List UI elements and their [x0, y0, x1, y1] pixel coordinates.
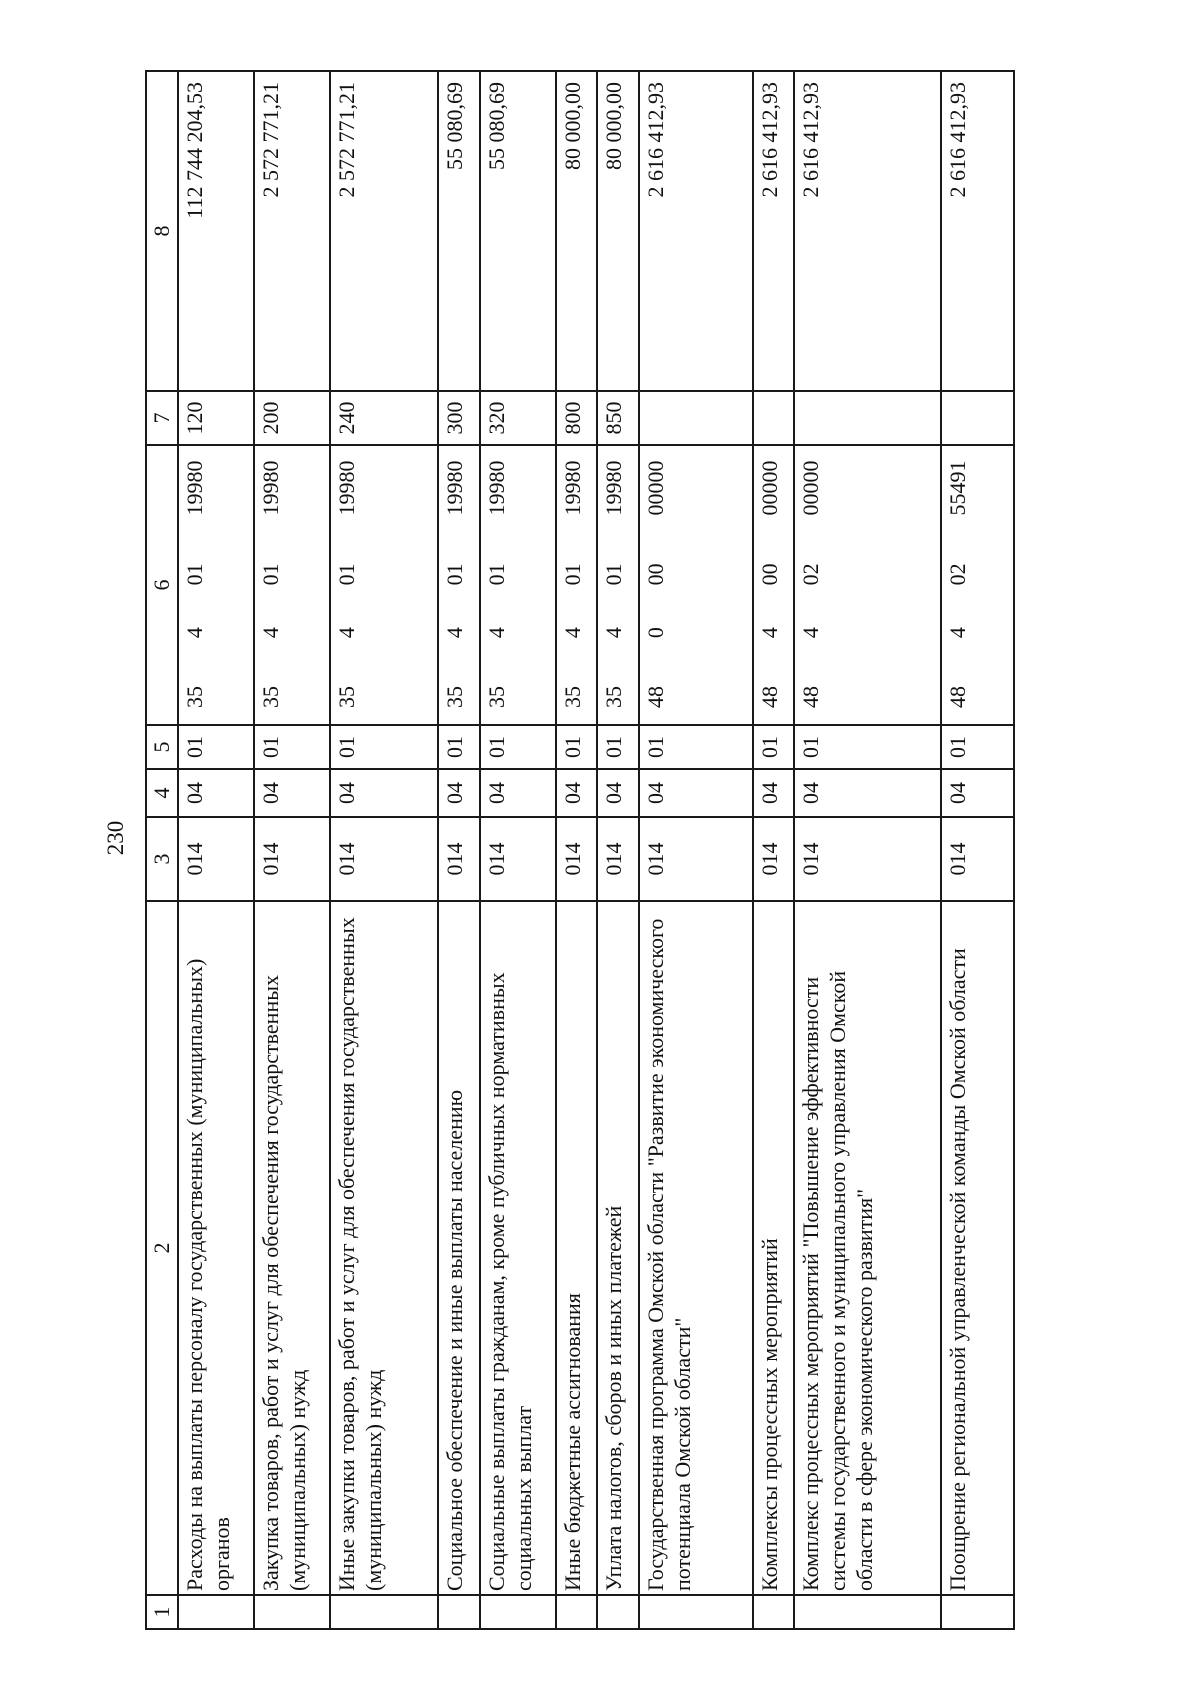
table-row [753, 71, 795, 1629]
amount-cell: 2 616 412,93 [794, 71, 940, 391]
code-cell-4: 04 [438, 769, 480, 817]
target-article-segment: 4 [483, 627, 509, 639]
target-article-segment: 01 [442, 563, 468, 586]
target-article-segment: 35 [559, 686, 585, 708]
target-article-cell [597, 445, 639, 725]
amount-cell: 80 000,00 [597, 71, 639, 391]
code-cell-3: 014 [794, 817, 940, 901]
expense-type-cell: 800 [556, 391, 598, 445]
target-article-segment: 35 [601, 686, 627, 708]
row-number-cell [178, 1595, 254, 1629]
expense-type-cell: 320 [480, 391, 556, 445]
amount-cell: 2 572 771,21 [330, 71, 439, 391]
target-article-segment: 19980 [483, 460, 509, 516]
code-cell-5: 01 [941, 725, 1014, 769]
expense-type-cell: 120 [178, 391, 254, 445]
table-row [178, 71, 254, 1629]
target-article-segments [257, 450, 284, 720]
target-article-segment: 01 [257, 563, 283, 586]
target-article-segment: 4 [601, 627, 627, 639]
target-article-segment: 4 [182, 627, 207, 639]
code-cell-5: 01 [330, 725, 439, 769]
code-cell-4: 04 [254, 769, 330, 817]
code-cell-4: 04 [330, 769, 439, 817]
target-article-cell [556, 445, 598, 725]
target-article-segment: 01 [182, 563, 207, 586]
target-article-segment: 00000 [756, 460, 782, 516]
description-cell: Государственная программа Омской области "Развитие экономического потенциала Омской области" [639, 901, 753, 1595]
table-row [597, 71, 639, 1629]
table-row [480, 71, 556, 1629]
code-cell-5: 01 [178, 725, 254, 769]
code-cell-4: 04 [597, 769, 639, 817]
table-row [330, 71, 439, 1629]
code-cell-4: 04 [480, 769, 556, 817]
target-article-segment: 00 [756, 563, 782, 586]
row-number-cell [941, 1595, 1014, 1629]
target-article-segment: 35 [257, 686, 283, 708]
col-header-4: 4 [146, 769, 178, 817]
description-cell: Иные бюджетные ассигнования [556, 901, 598, 1595]
row-number-cell [330, 1595, 439, 1629]
table-row [438, 71, 480, 1629]
target-article-segment: 48 [798, 686, 824, 708]
target-article-cell [254, 445, 330, 725]
amount-cell: 80 000,00 [556, 71, 598, 391]
description-cell: Комплексы процессных мероприятий [753, 901, 795, 1595]
target-article-segment: 00000 [642, 460, 668, 516]
target-article-segment: 55491 [944, 460, 970, 516]
target-article-cell [330, 445, 439, 725]
target-article-segment: 00 [642, 563, 668, 586]
target-article-segments [944, 450, 971, 720]
description-cell: Уплата налогов, сборов и иных платежей [597, 901, 639, 1595]
code-cell-3: 014 [639, 817, 753, 901]
column-number-row [146, 71, 178, 1629]
code-cell-4: 04 [941, 769, 1014, 817]
target-article-segment: 19980 [601, 460, 627, 516]
target-article-segments [441, 450, 468, 720]
target-article-cell [480, 445, 556, 725]
code-cell-5: 01 [597, 725, 639, 769]
expense-type-cell: 300 [438, 391, 480, 445]
code-cell-5: 01 [794, 725, 940, 769]
code-cell-5: 01 [438, 725, 480, 769]
expense-type-cell [941, 391, 1014, 445]
row-number-cell [639, 1595, 753, 1629]
target-article-segment: 35 [483, 686, 509, 708]
code-cell-4: 04 [639, 769, 753, 817]
budget-table [145, 70, 1015, 1630]
col-header-1: 1 [146, 1595, 178, 1629]
amount-cell: 2 572 771,21 [254, 71, 330, 391]
code-cell-5: 01 [556, 725, 598, 769]
col-header-3: 3 [146, 817, 178, 901]
target-article-segment: 02 [798, 563, 824, 586]
description-cell: Расходы на выплаты персоналу государственных (муниципальных) органов [178, 901, 254, 1595]
amount-cell: 55 080,69 [480, 71, 556, 391]
row-number-cell [794, 1595, 940, 1629]
target-article-segment: 00000 [798, 460, 824, 516]
target-article-segment: 4 [559, 627, 585, 639]
target-article-segment: 35 [182, 686, 207, 708]
target-article-segment: 01 [333, 563, 359, 586]
col-header-6: 6 [146, 445, 178, 725]
target-article-segment: 01 [559, 563, 585, 586]
code-cell-3: 014 [556, 817, 598, 901]
target-article-segment: 48 [944, 686, 970, 708]
expense-type-cell [794, 391, 940, 445]
target-article-segment: 48 [756, 686, 782, 708]
amount-cell: 2 616 412,93 [753, 71, 795, 391]
target-article-segment: 35 [333, 686, 359, 708]
table-row [639, 71, 753, 1629]
target-article-segment: 19980 [559, 460, 585, 516]
col-header-8: 8 [146, 71, 178, 391]
code-cell-3: 014 [753, 817, 795, 901]
code-cell-3: 014 [178, 817, 254, 901]
expense-type-cell [639, 391, 753, 445]
amount-cell: 2 616 412,93 [639, 71, 753, 391]
description-cell: Закупка товаров, работ и услуг для обеспечения государственных (муниципальных) нужд [254, 901, 330, 1595]
target-article-segment: 0 [642, 627, 668, 639]
row-number-cell [597, 1595, 639, 1629]
row-number-cell [753, 1595, 795, 1629]
target-article-segments [559, 450, 586, 720]
code-cell-3: 014 [597, 817, 639, 901]
target-article-segments [483, 450, 510, 720]
code-cell-5: 01 [639, 725, 753, 769]
description-cell: Поощрение региональной управленческой команды Омской области [941, 901, 1014, 1595]
code-cell-3: 014 [254, 817, 330, 901]
row-number-cell [556, 1595, 598, 1629]
target-article-cell [794, 445, 940, 725]
row-number-cell [438, 1595, 480, 1629]
expense-type-cell [753, 391, 795, 445]
description-cell: Иные закупки товаров, работ и услуг для обеспечения государственных (муниципальных) нужд [330, 901, 439, 1595]
target-article-cell [178, 445, 254, 725]
target-article-segments [756, 450, 783, 720]
page-number: 230 [103, 820, 128, 856]
target-article-segment: 4 [798, 627, 824, 639]
row-number-cell [254, 1595, 330, 1629]
target-article-segment: 48 [642, 686, 668, 708]
rotated-table-container [145, 72, 1015, 1630]
table-body [178, 71, 1014, 1629]
target-article-segments [642, 450, 669, 720]
target-article-segment: 4 [333, 627, 359, 639]
table-row [941, 71, 1014, 1629]
target-article-segment: 19980 [442, 460, 468, 516]
col-header-7: 7 [146, 391, 178, 445]
code-cell-4: 04 [556, 769, 598, 817]
table-row [254, 71, 330, 1629]
description-cell: Социальное обеспечение и иные выплаты населению [438, 901, 480, 1595]
code-cell-3: 014 [941, 817, 1014, 901]
target-article-segment: 35 [442, 686, 468, 708]
description-cell: Комплекс процессных мероприятий "Повышение эффективности системы государственного и муниципального управления Омской области в сфере экономического развития" [794, 901, 940, 1595]
target-article-cell [941, 445, 1014, 725]
code-cell-5: 01 [254, 725, 330, 769]
target-article-segment: 19980 [182, 460, 207, 516]
table-row [794, 71, 940, 1629]
row-number-cell [480, 1595, 556, 1629]
target-article-segment: 4 [944, 627, 970, 639]
target-article-segment: 4 [442, 627, 468, 639]
target-article-segments [797, 450, 824, 720]
code-cell-3: 014 [438, 817, 480, 901]
expense-type-cell: 200 [254, 391, 330, 445]
target-article-segments [333, 450, 360, 720]
target-article-cell [639, 445, 753, 725]
col-header-5: 5 [146, 725, 178, 769]
target-article-segment: 4 [756, 627, 782, 639]
target-article-cell [438, 445, 480, 725]
target-article-segment: 19980 [333, 460, 359, 516]
target-article-segments [181, 450, 208, 720]
code-cell-5: 01 [753, 725, 795, 769]
table-row [556, 71, 598, 1629]
code-cell-4: 04 [753, 769, 795, 817]
target-article-segment: 4 [257, 627, 283, 639]
target-article-segment: 01 [483, 563, 509, 586]
code-cell-4: 04 [794, 769, 940, 817]
target-article-cell [753, 445, 795, 725]
target-article-segments [600, 450, 627, 720]
target-article-segment: 19980 [257, 460, 283, 516]
amount-cell: 112 744 204,53 [178, 71, 254, 391]
code-cell-4: 04 [178, 769, 254, 817]
expense-type-cell: 850 [597, 391, 639, 445]
code-cell-3: 014 [330, 817, 439, 901]
description-cell: Социальные выплаты гражданам, кроме публичных нормативных социальных выплат [480, 901, 556, 1595]
amount-cell: 2 616 412,93 [941, 71, 1014, 391]
code-cell-5: 01 [480, 725, 556, 769]
expense-type-cell: 240 [330, 391, 439, 445]
target-article-segment: 01 [601, 563, 627, 586]
amount-cell: 55 080,69 [438, 71, 480, 391]
col-header-2: 2 [146, 901, 178, 1595]
code-cell-3: 014 [480, 817, 556, 901]
target-article-segment: 02 [944, 563, 970, 586]
